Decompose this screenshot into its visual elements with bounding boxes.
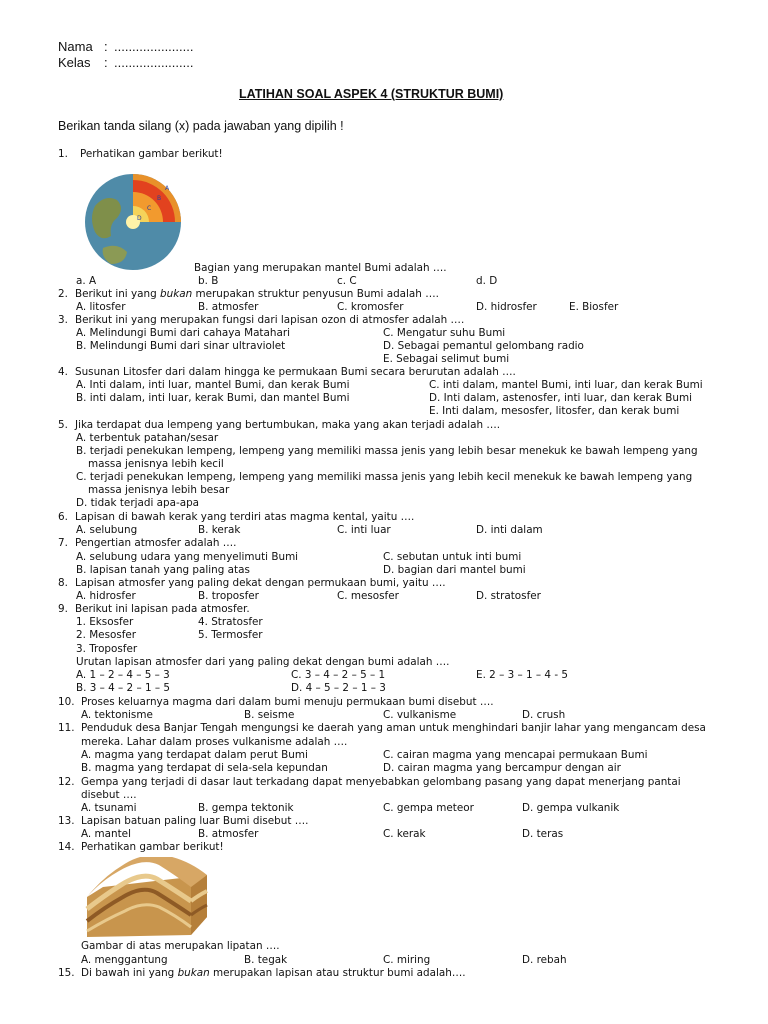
q15-number: 15. xyxy=(58,967,75,979)
q10-number: 10. xyxy=(58,696,75,708)
q9-text: Berikut ini lapisan pada atmosfer. xyxy=(75,603,250,615)
q9-option-d[interactable]: D. 4 – 5 – 2 – 1 – 3 xyxy=(291,682,386,694)
q2-option-d[interactable]: D. hidrosfer xyxy=(476,301,537,313)
q9-option-e[interactable]: E. 2 – 3 – 1 – 4 - 5 xyxy=(476,669,568,681)
q4-option-d[interactable]: D. Inti dalam, astenosfer, inti luar, dan kerak Bumi xyxy=(429,392,693,404)
q5-option-b[interactable]: B. terjadi penekukan lempeng, lempeng yang memiliki massa jenis yang lebih besar menekuk ke bawah lempeng yang xyxy=(76,445,698,457)
q15-emphasis: bukan xyxy=(177,967,210,979)
q4-option-c[interactable]: C. inti dalam, mantel Bumi, inti luar, dan kerak Bumi xyxy=(429,379,703,391)
q14-option-d[interactable]: D. rebah xyxy=(522,954,567,966)
q5-option-d[interactable]: D. tidak terjadi apa-apa xyxy=(76,497,200,509)
q8-option-d[interactable]: D. stratosfer xyxy=(476,590,541,602)
page-title: LATIHAN SOAL ASPEK 4 (STRUKTUR BUMI) xyxy=(239,87,504,101)
q1-text: Perhatikan gambar berikut! xyxy=(80,148,223,160)
q1-option-c[interactable]: c. C xyxy=(337,275,357,287)
q9-list-item: 4. Stratosfer xyxy=(198,616,263,628)
q12-option-b[interactable]: B. gempa tektonik xyxy=(198,802,294,814)
q7-text: Pengertian atmosfer adalah …. xyxy=(75,537,237,549)
q12-text-cont: disebut …. xyxy=(81,789,137,801)
q3-option-e[interactable]: E. Sebagai selimut bumi xyxy=(383,353,510,365)
instruction: Berikan tanda silang (x) pada jawaban yang dipilih ! xyxy=(58,119,344,133)
q9-question: Urutan lapisan atmosfer dari yang paling dekat dengan bumi adalah …. xyxy=(76,656,450,668)
q9-list-item: 3. Troposfer xyxy=(76,643,138,655)
q10-option-b[interactable]: B. seisme xyxy=(244,709,295,721)
q7-option-a[interactable]: A. selubung udara yang menyelimuti Bumi xyxy=(76,551,299,563)
q12-text: Gempa yang terjadi di dasar laut terkadang dapat menyebabkan gelombang pasang yang dapat menerjang pantai xyxy=(81,776,681,788)
q7-option-d[interactable]: D. bagian dari mantel bumi xyxy=(383,564,526,576)
q14-number: 14. xyxy=(58,841,75,853)
kelas-colon: : xyxy=(104,55,108,70)
earth-layers-figure xyxy=(81,172,187,272)
q2-option-b[interactable]: B. atmosfer xyxy=(198,301,259,313)
q7-number: 7. xyxy=(58,537,68,549)
q5-option-b-cont: massa jenisnya lebih kecil xyxy=(88,458,224,470)
q9-list-item: 5. Termosfer xyxy=(198,629,263,641)
q10-option-d[interactable]: D. crush xyxy=(522,709,566,721)
q1-option-d[interactable]: d. D xyxy=(476,275,498,287)
q8-option-c[interactable]: C. mesosfer xyxy=(337,590,399,602)
figure-label-d: D xyxy=(137,215,142,222)
q8-number: 8. xyxy=(58,577,68,589)
q4-number: 4. xyxy=(58,366,68,378)
q15-text: Di bawah ini yang bukan merupakan lapisan atau struktur bumi adalah…. xyxy=(81,967,466,979)
q13-option-c[interactable]: C. kerak xyxy=(383,828,426,840)
q6-option-b[interactable]: B. kerak xyxy=(198,524,241,536)
q9-option-c[interactable]: C. 3 – 4 – 2 – 5 – 1 xyxy=(291,669,386,681)
q9-list-item: 1. Eksosfer xyxy=(76,616,134,628)
q7-option-b[interactable]: B. lapisan tanah yang paling atas xyxy=(76,564,250,576)
nama-colon: : xyxy=(104,39,108,54)
q9-option-b[interactable]: B. 3 – 4 – 2 – 1 – 5 xyxy=(76,682,170,694)
figure-label-c: C xyxy=(147,205,152,212)
q9-list-item: 2. Mesosfer xyxy=(76,629,137,641)
q6-option-a[interactable]: A. selubung xyxy=(76,524,138,536)
q3-option-a[interactable]: A. Melindungi Bumi dari cahaya Matahari xyxy=(76,327,290,339)
q11-number: 11. xyxy=(58,722,75,734)
q3-text: Berikut ini yang merupakan fungsi dari lapisan ozon di atmosfer adalah …. xyxy=(75,314,465,326)
q5-option-c[interactable]: C. terjadi penekukan lempeng, lempeng yang memiliki massa jenis yang lebih kecil menekuk ke bawah lempeng yang xyxy=(76,471,693,483)
q13-option-b[interactable]: B. atmosfer xyxy=(198,828,259,840)
q9-option-a[interactable]: A. 1 – 2 – 4 – 5 – 3 xyxy=(76,669,170,681)
q3-number: 3. xyxy=(58,314,68,326)
q3-option-b[interactable]: B. Melindungi Bumi dari sinar ultraviolet xyxy=(76,340,286,352)
q8-option-a[interactable]: A. hidrosfer xyxy=(76,590,136,602)
q1-option-a[interactable]: a. A xyxy=(76,275,97,287)
q4-text: Susunan Litosfer dari dalam hingga ke permukaan Bumi secara berurutan adalah …. xyxy=(75,366,516,378)
q12-option-d[interactable]: D. gempa vulkanik xyxy=(522,802,620,814)
q12-number: 12. xyxy=(58,776,75,788)
q13-text: Lapisan batuan paling luar Bumi disebut …. xyxy=(81,815,309,827)
q6-text: Lapisan di bawah kerak yang terdiri atas magma kental, yaitu …. xyxy=(75,511,415,523)
q8-text: Lapisan atmosfer yang paling dekat dengan permukaan bumi, yaitu …. xyxy=(75,577,446,589)
fold-rock-figure xyxy=(83,857,211,939)
q11-option-d[interactable]: D. cairan magma yang bercampur dengan air xyxy=(383,762,621,774)
q5-option-c-cont: massa jenisnya lebih besar xyxy=(88,484,230,496)
q14-option-c[interactable]: C. miring xyxy=(383,954,431,966)
q2-text: Berikut ini yang bukan merupakan struktur penyusun Bumi adalah …. xyxy=(75,288,439,300)
q11-option-c[interactable]: C. cairan magma yang mencapai permukaan Bumi xyxy=(383,749,648,761)
q5-number: 5. xyxy=(58,419,68,431)
kelas-label: Kelas xyxy=(58,55,91,70)
q10-option-c[interactable]: C. vulkanisme xyxy=(383,709,457,721)
q14-option-a[interactable]: A. menggantung xyxy=(81,954,168,966)
q10-text: Proses keluarnya magma dari dalam bumi menuju permukaan bumi disebut …. xyxy=(81,696,494,708)
q14-caption: Gambar di atas merupakan lipatan …. xyxy=(81,940,280,952)
kelas-blank: ...................... xyxy=(114,55,194,70)
nama-blank: ...................... xyxy=(114,39,194,54)
figure-label-b: B xyxy=(157,195,162,202)
q2-number: 2. xyxy=(58,288,68,300)
nama-label: Nama xyxy=(58,39,93,54)
q11-option-b[interactable]: B. magma yang terdapat di sela-sela kepundan xyxy=(81,762,328,774)
q13-option-d[interactable]: D. teras xyxy=(522,828,564,840)
q7-option-c[interactable]: C. sebutan untuk inti bumi xyxy=(383,551,522,563)
q14-text: Perhatikan gambar berikut! xyxy=(81,841,224,853)
q2-option-c[interactable]: C. kromosfer xyxy=(337,301,404,313)
q6-option-c[interactable]: C. inti luar xyxy=(337,524,391,536)
q4-option-a[interactable]: A. Inti dalam, inti luar, mantel Bumi, dan kerak Bumi xyxy=(76,379,350,391)
q12-option-c[interactable]: C. gempa meteor xyxy=(383,802,474,814)
q2-emphasis: bukan xyxy=(160,288,193,300)
q1-option-b[interactable]: b. B xyxy=(198,275,219,287)
q10-option-a[interactable]: A. tektonisme xyxy=(81,709,153,721)
q4-option-e[interactable]: E. Inti dalam, mesosfer, litosfer, dan kerak bumi xyxy=(429,405,680,417)
q11-text-cont: mereka. Lahar dalam proses vulkanisme adalah …. xyxy=(81,736,348,748)
q5-text: Jika terdapat dua lempeng yang bertumbukan, maka yang akan terjadi adalah …. xyxy=(75,419,501,431)
q13-option-a[interactable]: A. mantel xyxy=(81,828,131,840)
q3-option-d[interactable]: D. Sebagai pemantul gelombang radio xyxy=(383,340,584,352)
figure-label-a: A xyxy=(165,185,170,192)
q3-option-c[interactable]: C. Mengatur suhu Bumi xyxy=(383,327,506,339)
q2-option-a[interactable]: A. litosfer xyxy=(76,301,126,313)
q14-option-b[interactable]: B. tegak xyxy=(244,954,288,966)
q2-option-e[interactable]: E. Biosfer xyxy=(569,301,619,313)
q13-number: 13. xyxy=(58,815,75,827)
q1-caption: Bagian yang merupakan mantel Bumi adalah …. xyxy=(194,262,447,274)
q1-number: 1. xyxy=(58,148,68,160)
q11-option-a[interactable]: A. magma yang terdapat dalam perut Bumi xyxy=(81,749,308,761)
q5-option-a[interactable]: A. terbentuk patahan/sesar xyxy=(76,432,219,444)
q12-option-a[interactable]: A. tsunami xyxy=(81,802,137,814)
q6-number: 6. xyxy=(58,511,68,523)
q4-option-b[interactable]: B. inti dalam, inti luar, kerak Bumi, dan mantel Bumi xyxy=(76,392,350,404)
q6-option-d[interactable]: D. inti dalam xyxy=(476,524,543,536)
q8-option-b[interactable]: B. troposfer xyxy=(198,590,259,602)
q11-text: Penduduk desa Banjar Tengah mengungsi ke daerah yang aman untuk menghindari banjir lahar yang mengancam desa xyxy=(81,722,706,734)
q9-number: 9. xyxy=(58,603,68,615)
